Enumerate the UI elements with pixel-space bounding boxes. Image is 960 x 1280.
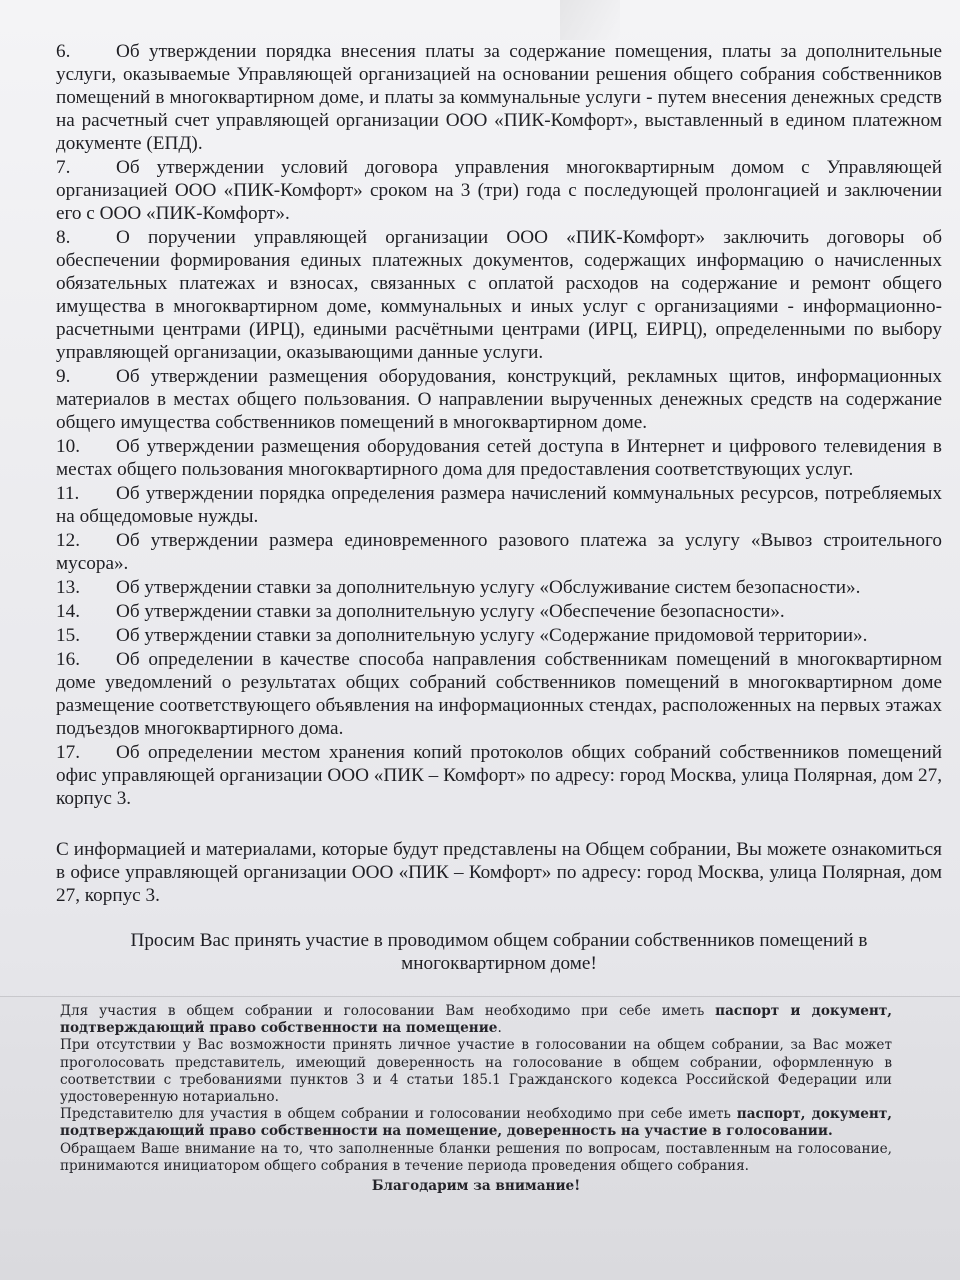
agenda-item (56, 648, 942, 740)
item-text: Об определении в качестве способа направления собственникам помещений в многоквартирном доме уведомлений о результатах общих собраний собственников помещений в многоквартирном доме размещение соответствующего объявления на информационных стендах, расположенных на первых этажах подъездов многоквартирного дома. (56, 649, 942, 739)
agenda-item (56, 741, 942, 810)
notice-text-block (60, 1003, 892, 1195)
agenda-item (56, 529, 942, 575)
agenda-section (56, 40, 942, 994)
item-number: 13. (56, 577, 80, 598)
notice-paragraph-2: При отсутствии у Вас возможности принять личное участие в голосовании на общем собрании, за Вас может проголосовать представитель, имеющий доверенность на голосование в общем собрании, оформленную в соответствии с требованиями пунктов 3 и 4 статьи 185.1 Гражданского кодекса Российской Федерации или удостоверенную нотариально. (60, 1037, 892, 1106)
notice-paragraph-4: Обращаем Ваше внимание на то, что заполненные бланки решения по вопросам, поставленным на голосование, принимаются инициатором общего собрания в течение периода проведения общего собрания. (60, 1140, 892, 1174)
item-text: Об утверждении порядка внесения платы за содержание помещения, платы за дополнительные услуги, оказываемые Управляющей организацией на основании решения общего собрания собственников помещений в многоквартирном доме, и платы за коммунальные услуги - путем внесения денежных средств на расчетный счет управляющей организации ООО «ПИК-Комфорт», выставленный в едином платежном документе (ЕПД). (56, 41, 942, 154)
appeal-text: Просим Вас принять участие в проводимом общем собрании собственников помещений в многоквартирном доме! (130, 930, 868, 974)
agenda-item (56, 365, 942, 434)
notice-text: Для участия в общем собрании и голосовании Вам необходимо при себе иметь (60, 1003, 716, 1019)
item-number: 7. (56, 157, 71, 178)
thanks-text: Благодарим за внимание! (371, 1178, 581, 1195)
notice-paragraph-1 (60, 1003, 892, 1037)
item-number: 10. (56, 436, 80, 457)
agenda-item (56, 482, 942, 528)
item-number: 9. (56, 366, 71, 387)
paper-fold-shadow (560, 0, 620, 40)
agenda-item (56, 624, 942, 647)
item-number: 11. (56, 483, 80, 504)
notice-bold: паспорт, документ, подтверждающий право собственности на помещение, доверенность на участие в голосовании. (60, 1106, 892, 1140)
item-number: 14. (56, 601, 80, 622)
item-text: Об утверждении порядка определения размера начислений коммунальных ресурсов, потребляемых на общедомовые нужды. (56, 483, 942, 527)
agenda-item (56, 576, 942, 599)
item-text: Об утверждении условий договора управления многоквартирным домом с Управляющей организацией ООО «ПИК-Комфорт» сроком на 3 (три) года с последующей пролонгацией и заключении его с ООО «ПИК-Комфорт». (56, 157, 942, 224)
item-text: Об утверждении размещения оборудования сетей доступа в Интернет и цифрового телевидения в местах общего пользования многоквартирного дома для предоставления соответствующих услуг. (56, 436, 942, 480)
notice-text: . (497, 1020, 502, 1037)
agenda-item (56, 600, 942, 623)
item-text: Об утверждении ставки за дополнительную услугу «Обеспечение безопасности». (116, 601, 785, 622)
notice-text: Представителю для участия в общем собрании и голосовании необходимо при себе иметь (60, 1106, 737, 1123)
notice-bold: паспорт и документ, подтверждающий право собственности на помещение (60, 1003, 892, 1037)
agenda-item (56, 40, 942, 155)
item-text: О поручении управляющей организации ООО «ПИК-Комфорт» заключить договоры об обеспечении формирования единых платежных документов, содержащих информацию о начисленных обязательных платежах и взносах, связанных с оплатой расходов на содержание и ремонт общего имущества в многоквартирном доме, коммунальных и иных услуг с организациями - информационно-расчетными центрами (ИРЦ), едиными расчётными центрами (ИРЦ, ЕИРЦ), определенными по выбору управляющей организации, оказывающими данные услуги. (56, 227, 942, 363)
item-number: 17. (56, 742, 80, 763)
item-text: Об утверждении размещения оборудования, конструкций, рекламных щитов, информационных материалов в местах общего пользования. О направлении вырученных денежных средств на содержание общего имущества собственников помещений в многоквартирном доме. (56, 366, 942, 433)
agenda-item (56, 156, 942, 225)
item-number: 6. (56, 41, 71, 62)
item-number: 12. (56, 530, 80, 551)
item-number: 15. (56, 625, 80, 646)
agenda-item (56, 435, 942, 481)
item-text: Об утверждении ставки за дополнительную услугу «Обслуживание систем безопасности». (116, 577, 861, 598)
item-text: Об определении местом хранения копий протоколов общих собраний собственников помещений офис управляющей организации ООО «ПИК – Комфорт» по адресу: город Москва, улица Полярная, дом 27, корпус 3. (56, 742, 942, 809)
agenda-item (56, 226, 942, 364)
item-number: 16. (56, 649, 80, 670)
participation-notice (0, 996, 960, 1280)
notice-paragraph-3 (60, 1106, 892, 1140)
info-note: С информацией и материалами, которые будут представлены на Общем собрании, Вы можете ознакомиться в офисе управляющей организации ООО «ПИК – Комфорт» по адресу: город Москва, улица Полярная, дом 27, корпус 3. (56, 839, 942, 906)
item-text: Об утверждении размера единовременного разового платежа за услугу «Вывоз строительного мусора». (56, 530, 942, 574)
item-text: Об утверждении ставки за дополнительную услугу «Содержание придомовой территории». (116, 625, 868, 646)
item-number: 8. (56, 227, 71, 248)
